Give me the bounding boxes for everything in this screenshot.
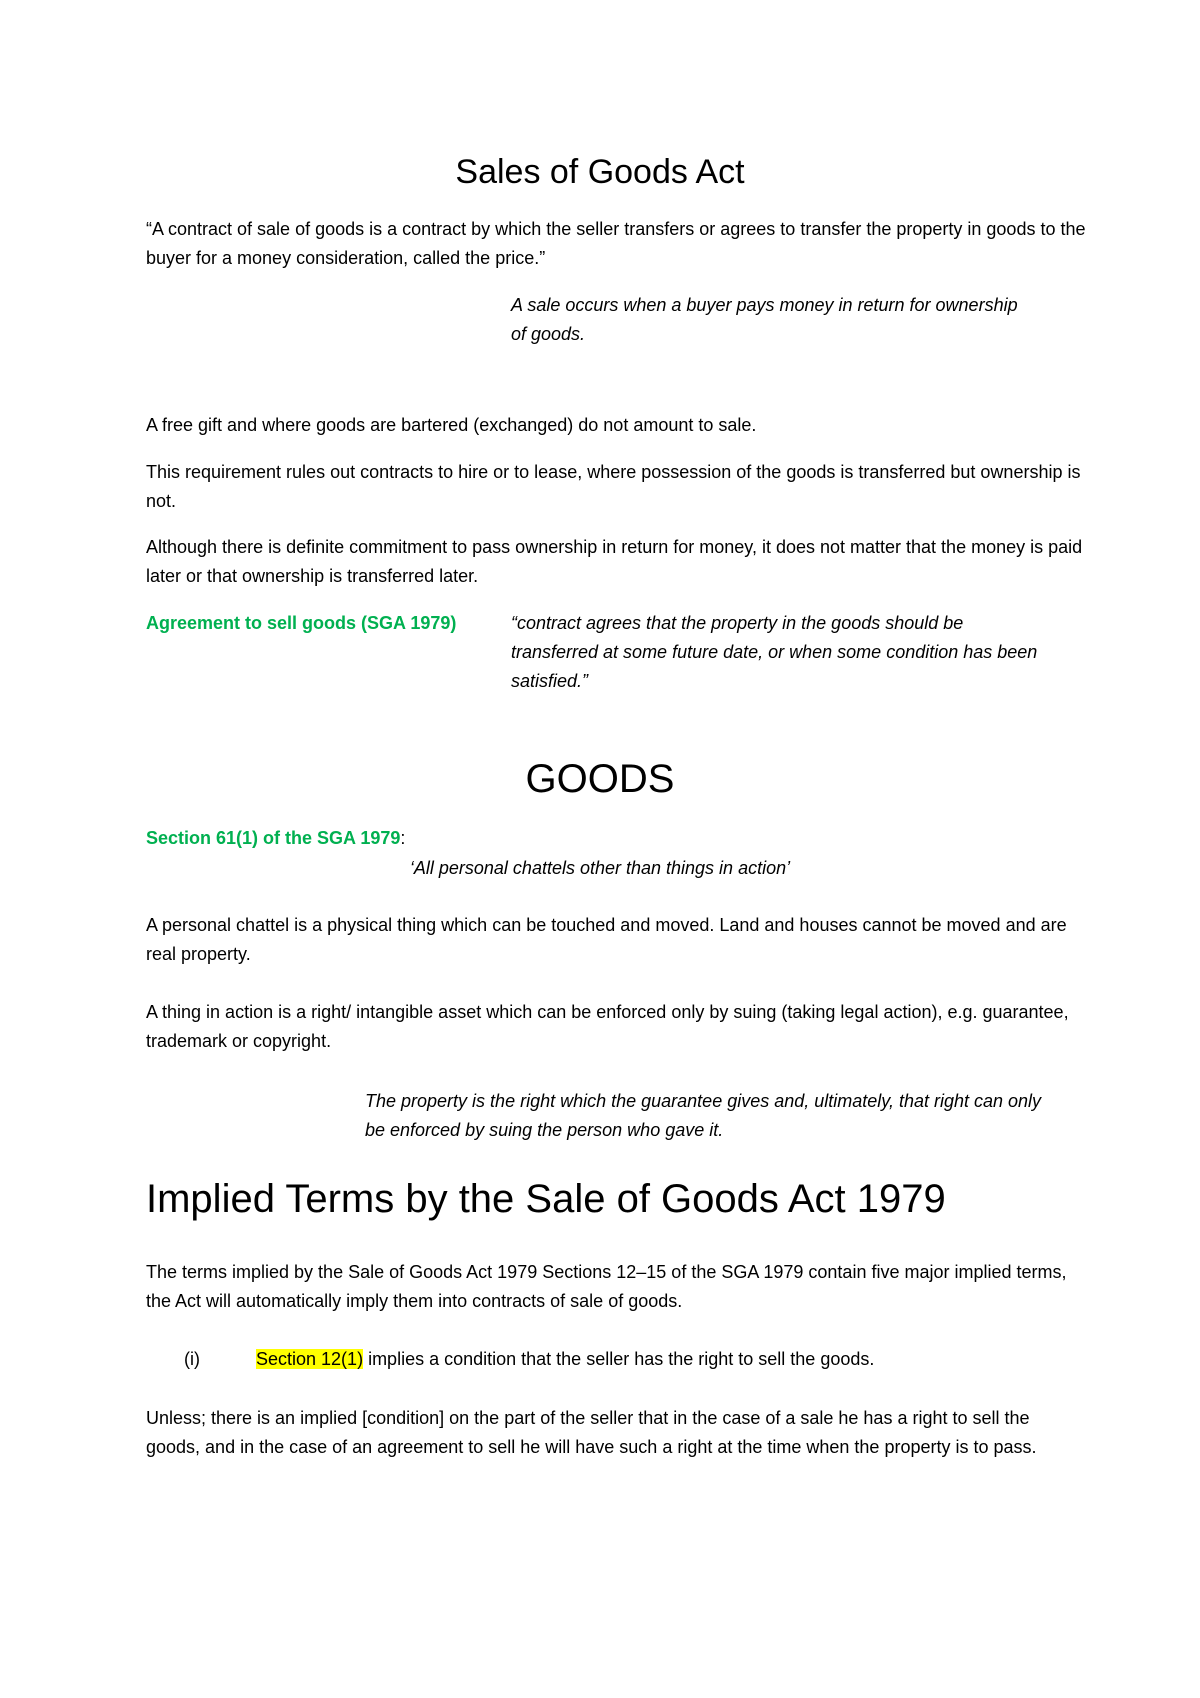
hire-lease-paragraph: This requirement rules out contracts to hire or to lease, where possession of the goods is transferred but ownership is not. [146,462,1081,511]
sale-note: A sale occurs when a buyer pays money in return for ownership of goods. [511,295,1018,344]
list-marker-i: (i) [184,1349,200,1369]
goods-heading: GOODS [525,757,675,801]
page-title: Sales of Goods Act [455,153,745,191]
free-gift-paragraph: A free gift and where goods are bartered (exchanged) do not amount to sale. [146,415,757,435]
section-61-link-text: Section 61(1) of the SGA 1979 [146,828,401,848]
implied-terms-heading: Implied Terms by the Sale of Goods Act 1979 [146,1177,946,1221]
commitment-paragraph: Although there is definite commitment to pass ownership in return for money, it does not matter that the money is paid later or that ownership is transferred later. [146,537,1083,586]
guarantee-note: The property is the right which the guarantee gives and, ultimately, that right can only be enforced by suing the person who gave it. [365,1091,1042,1140]
section-12-text: implies a condition that the seller has the right to sell the goods. [363,1349,875,1369]
agreement-to-sell-label: Agreement to sell goods (SGA 1979) [146,613,457,633]
section-12-highlight: Section 12(1) [256,1349,364,1369]
implied-terms-intro: The terms implied by the Sale of Goods Act 1979 Sections 12–15 of the SGA 1979 contain five major implied terms, the Act will automatically imply them into contracts of sale of goods. [146,1262,1067,1311]
goods-definition-quote: ‘All personal chattels other than things in action’ [409,858,791,878]
thing-in-action-paragraph: A thing in action is a right/ intangible asset which can be enforced only by suing (taking legal action), e.g. guarantee, trademark or copyright. [146,1002,1069,1051]
section-61-colon: : [400,828,406,848]
sale-definition-quote: “A contract of sale of goods is a contract by which the seller transfers or agrees to transfer the property in goods to the buyer for a money consideration, called the price.” [146,219,1086,268]
agreement-to-sell-quote: “contract agrees that the property in the goods should be transferred at some future date, or when some condition has been satisfied.” [511,613,1038,691]
list-item-section-12 [256,1345,1116,1374]
section-61-reference [146,824,846,853]
unless-paragraph: Unless; there is an implied [condition] on the part of the seller that in the case of a sale he has a right to sell the goods, and in the case of an agreement to sell he will have such a right at the time when the property is to pass. [146,1408,1037,1457]
personal-chattel-paragraph: A personal chattel is a physical thing which can be touched and moved. Land and houses cannot be moved and are real property. [146,915,1067,964]
